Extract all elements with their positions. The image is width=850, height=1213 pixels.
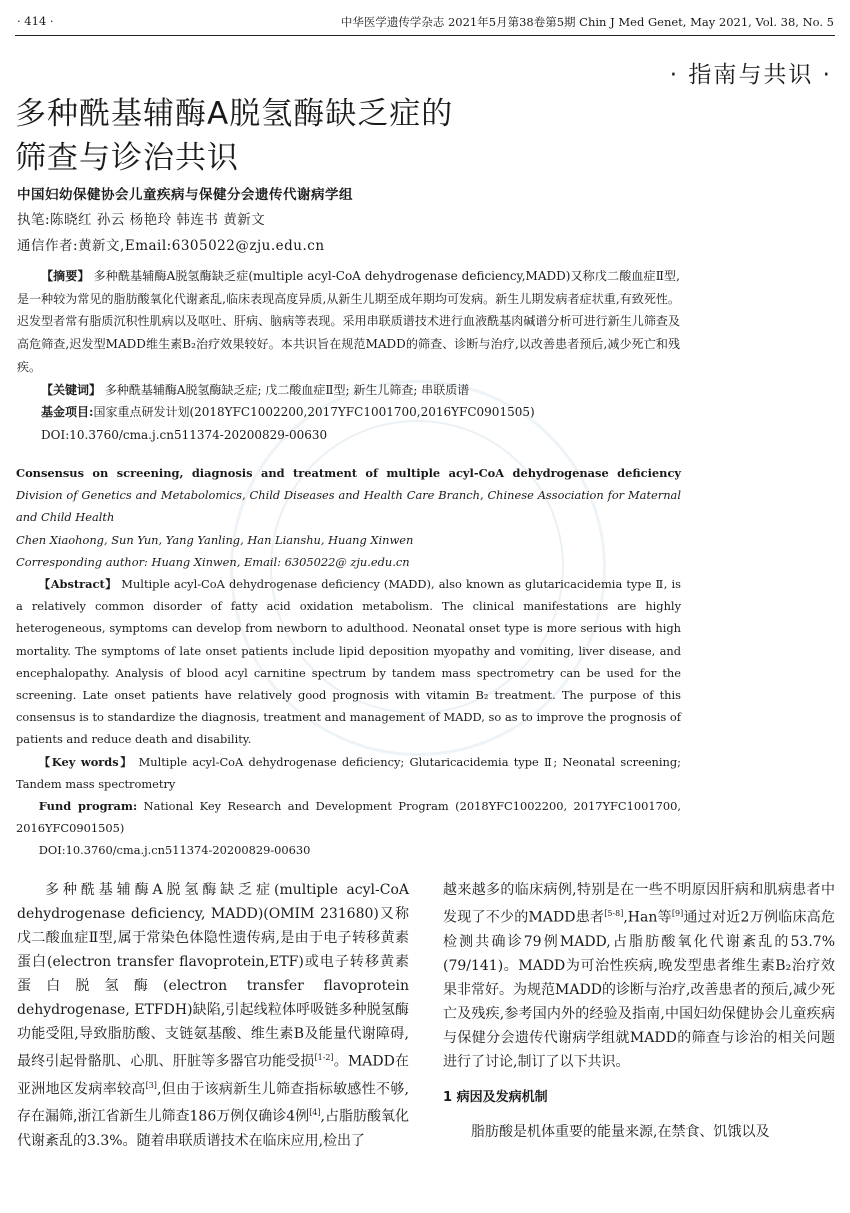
citation-4[interactable]: [5-8] bbox=[604, 909, 624, 918]
body-left-column bbox=[17, 878, 409, 1153]
doi-cn: DOI:10.3760/cma.j.cn511374-20200829-00630 bbox=[41, 427, 328, 442]
page-number: · 414 · bbox=[17, 14, 54, 28]
journal-header: 中华医学遗传学杂志 2021年5月第38卷第5期 Chin J Med Genet, May 2021, Vol. 38, No. 5 bbox=[340, 15, 834, 29]
author-organization: 中国妇幼保健协会儿童疾病与保健分会遗传代谢病学组 bbox=[17, 187, 353, 203]
keywords-cn-label: 【关键词】 bbox=[41, 382, 102, 397]
body-left-text-c: ,但由于该病新生儿筛查指标敏感性不够,存在漏筛,浙江省新生儿筛查186万例仅确诊4例 bbox=[17, 1081, 410, 1125]
en-correspondence: Corresponding author: Huang Xinwen, Email: 6305022@ zju.edu.cn bbox=[16, 554, 410, 569]
abstract-en bbox=[16, 462, 681, 862]
abstract-cn-label: 【摘要】 bbox=[41, 269, 90, 283]
en-affiliation: Division of Genetics and Metabolomics, Child Diseases and Health Care Branch, Chinese Association for Maternal and Child Health bbox=[16, 488, 681, 525]
body-right-column bbox=[443, 878, 835, 1144]
fund-cn-label: 基金项目: bbox=[41, 405, 94, 420]
title-line-1: 多种酰基辅酶A脱氢酶缺乏症的 bbox=[15, 96, 454, 132]
en-doi: DOI:10.3760/cma.j.cn511374-20200829-00630 bbox=[38, 843, 311, 858]
section-heading-1: 1 病因及发病机制 bbox=[443, 1089, 548, 1105]
citation-2[interactable]: [3] bbox=[145, 1080, 157, 1090]
abstract-cn-text: 多种酰基辅酶A脱氢酶缺乏症(multiple acyl-CoA dehydrogenase deficiency,MADD)又称戊二酸血症Ⅱ型,是一种较为常见的脂肪酸氧化代谢紊乱,临床表现高度异质,从新生儿期至成年期均可发病。新生儿期发病者症状重,有致死性。迟发型者常有脂质沉积性肌病以及呕吐、肝病、脑病等表现。采用串联质谱技术进行血液酰基肉碱谱分析可进行新生儿筛查及高危筛查,迟发型MADD维生素B₂治疗效果较好。本共识旨在规范MADD的筛查、诊断与治疗,以改善患者预后,减少死亡和残疾。 bbox=[17, 269, 680, 374]
citation-3[interactable]: [4] bbox=[309, 1108, 321, 1118]
body-right-text-a: 越来越多的临床病例,特别是在一些不明原因肝病和肌病患者中发现了不少的MADD患者 bbox=[443, 882, 835, 926]
en-authors: Chen Xiaohong, Sun Yun, Yang Yanling, Han Lianshu, Huang Xinwen bbox=[16, 532, 414, 547]
body-left-text-d: ,占脂肪酸氧化代谢紊乱的3.3%。随着串联质谱技术在临床应用,检出了 bbox=[17, 1108, 410, 1149]
body-left-text-a: 多种酰基辅酶A脱氢酶缺乏症(multiple acyl-CoA dehydrogenase deficiency, MADD)(OMIM 231680)又称戊二酸血症Ⅱ型,属于常染色体隐性遗传病,是由于电子转移黄素蛋白(electron transfer flavoprotein,ETF)或电子转移黄素蛋白脱氢酶(electron transfer flavoprotein dehydrogenase, ETFDH)缺陷,引起线粒体呼吸链多种脱氢酶功能受阻,导致脂肪酸、支链氨基酸、维生素B及能量代谢障碍,最终引起骨骼肌、心肌、肝脏等多器官功能受损 bbox=[17, 882, 409, 1070]
en-fund-label: Fund program: bbox=[38, 799, 138, 814]
en-fund: National Key Research and Development Program (2018YFC1002200, 2017YFC1001700, 2016YFC0901505) bbox=[16, 799, 681, 836]
en-abstract-text: Multiple acyl-CoA dehydrogenase deficiency (MADD), also known as glutaricacidemia type Ⅱ, is a relatively common disorder of fatty acid oxidation metabolism. The clinical manifestations are highly heterogeneous, symptoms can develop from newborn to adulthood. Neonatal onset type is more serious with high mortality. The symptoms of late onset patients include lipid deposition myopathy and vomiting, liver disease, and encephalopathy. Analysis of blood acyl carnitine spectrum by tandem mass spectrometry can be used for the screening. Late onset patients have relatively good prognosis with vitamin B₂ treatment. The purpose of this consensus is to standardize the diagnosis, treatment and management of MADD, so as to improve the prognosis of patients and reduce death and disability. bbox=[16, 577, 682, 747]
keywords-cn: 多种酰基辅酶A脱氢酶缺乏症; 戊二酸血症Ⅱ型; 新生儿筛查; 串联质谱 bbox=[104, 382, 470, 397]
body-right-text-c: 通过对近2万例临床高危检测共确诊79例MADD,占脂肪酸氧化代谢紊乱的53.7%(79/141)。MADD为可治性疾病,晚发型患者维生素B₂治疗效果非常好。为规范MADD的诊断与治疗,改善患者的预后,减少死亡及残疾,参考国内外的经验及指南,中国妇幼保健协会儿童疾病与保健分会遗传代谢病学组就MADD的筛查与诊治的相关问题进行了讨论,制订了以下共识。 bbox=[443, 909, 835, 1070]
body-right-text-b: ,Han等 bbox=[623, 909, 672, 926]
citation-1[interactable]: [1-2] bbox=[314, 1053, 334, 1062]
title-line-2: 筛查与诊治共识 bbox=[15, 140, 239, 176]
section-tag: · 指南与共识 · bbox=[669, 62, 832, 88]
en-abstract-label: 【Abstract】 bbox=[38, 577, 118, 592]
fund-cn: 国家重点研发计划(2018YFC1002200,2017YFC1001700,2016YFC0901505) bbox=[93, 405, 535, 420]
correspondence: 通信作者:黄新文,Email:6305022@zju.edu.cn bbox=[17, 238, 325, 254]
en-title: Consensus on screening, diagnosis and treatment of multiple acyl-CoA dehydrogenase deficiency bbox=[16, 466, 681, 480]
en-keywords: Multiple acyl-CoA dehydrogenase deficiency; Glutaricacidemia type Ⅱ; Neonatal screening; Tandem mass spectrometry bbox=[16, 754, 681, 791]
header-rule bbox=[15, 35, 835, 36]
writers: 执笔:陈晓红 孙云 杨艳玲 韩连书 黄新文 bbox=[17, 212, 266, 228]
body-left-text-b: 。MADD在亚洲地区发病率较高 bbox=[17, 1053, 409, 1098]
abstract-cn bbox=[17, 265, 680, 447]
body-right-paragraph-2: 脂肪酸是机体重要的能量来源,在禁食、饥饿以及 bbox=[471, 1123, 770, 1140]
en-keywords-label: 【Key words】 bbox=[38, 754, 134, 769]
citation-5[interactable]: [9] bbox=[671, 909, 684, 918]
